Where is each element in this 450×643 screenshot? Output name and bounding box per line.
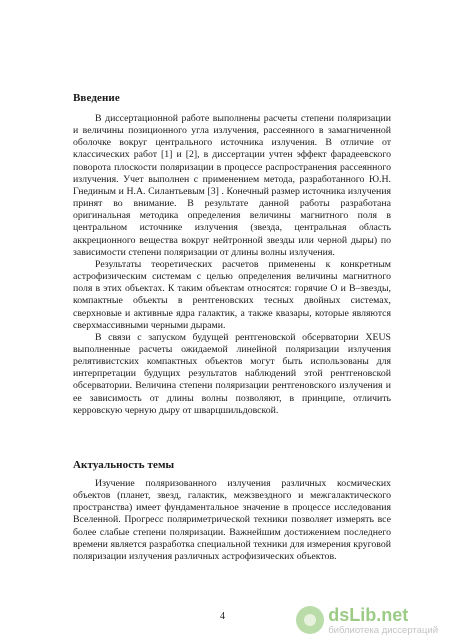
paragraph: В связи с запуском будущей рентгеновской обсерватории XEUS выполненные расчеты ожидаемой линейной поляризации излучения релятивистских компактных объектов могут быть использованы для интерпретации будущих результатов наблюдений этой рентгеновской обсерватории. Величина степени поляризации рентгеновского излучения и ее зависимость от длины волны позволяют, в принципе, отличить керровскую черную дыру от шварцшильдовской. <box>73 331 391 416</box>
paragraph: В диссертационной работе выполнены расчеты степени поляризации и величины позиционного угла излучения, рассеянного в замагниченной оболочке вокруг центрального источника излучения. В отличие от классических работ [1] и [2], в диссертации учтен эффект фарадеевского поворота плоскости поляризации в процессе распространения рассеянного излучения. Учет выполнен с применением метода, разработанного Ю.Н. Гнединым и Н.А. Силантьевым [3] . Конечный размер источника излучения принят во внимание. В результате данной работы разработана оригинальная методика определения величины магнитного поля в центральном источнике излучения (звезда, центральная область аккреционного вещества вокруг нейтронной звезды или черной дыры) по зависимости степени поляризации от длины волны излучения. <box>73 113 391 258</box>
watermark-text <box>328 606 438 636</box>
paragraph: Изучение поляризованного излучения различных космических объектов (планет, звезд, галактик, межзвездного и межгалактического пространства) имеет фундаментальное значение в процессе исследования Вселенной. Прогресс поляриметрической техники позволяет измерять все более слабые степени поляризации. Важнейшим достижением последнего времени является разработка специальной техники для измерения круговой поляризации излучения различных астрофизических объектов. <box>73 478 391 562</box>
dslib-logo-icon <box>296 606 324 634</box>
introduction-body <box>73 113 391 417</box>
paragraph: Результаты теоретических расчетов применены к конкретным астрофизическим системам с целью определения величины магнитного поля в этих объектах. К таким объектам относятся: горячие О и В–звезды, компактные объекты в рентгеновских тесных двойных системах, сверхновые и активные ядра галактик, а также квазары, которые являются сверхмассивными черными дырами. <box>73 258 391 331</box>
page-number: 4 <box>220 611 225 622</box>
relevance-body <box>73 478 391 563</box>
section-heading-introduction: Введение <box>73 92 120 104</box>
watermark-subtitle: библиотека диссертаций <box>328 624 438 636</box>
watermark-brand: dsLib.net <box>328 604 409 625</box>
section-heading-relevance: Актуальность темы <box>73 459 175 471</box>
watermark-logo[interactable] <box>296 606 438 636</box>
